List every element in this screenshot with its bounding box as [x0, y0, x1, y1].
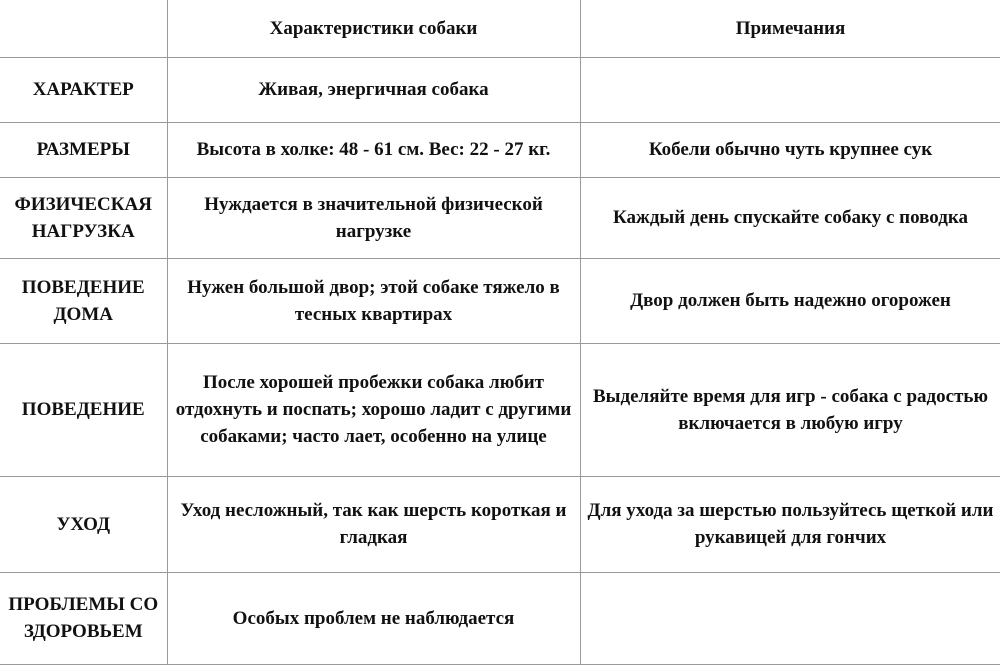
- row-characteristic: Живая, энергичная собака: [167, 57, 580, 122]
- row-label: ХАРАКТЕР: [0, 57, 167, 122]
- row-note: Выделяйте время для игр - собака с радостью включается в любую игру: [580, 343, 1000, 476]
- header-row: [0, 0, 1000, 57]
- table-row: [0, 476, 1000, 572]
- table-row: [0, 572, 1000, 664]
- row-note: Каждый день спускайте собаку с поводка: [580, 177, 1000, 258]
- row-characteristic: Высота в холке: 48 - 61 см. Вес: 22 - 27 кг.: [167, 122, 580, 177]
- row-label: УХОД: [0, 476, 167, 572]
- row-characteristic: После хорошей пробежки собака любит отдохнуть и поспать; хорошо ладит с другими собаками; часто лает, особенно на улице: [167, 343, 580, 476]
- table-row: [0, 177, 1000, 258]
- row-note: Для ухода за шерстью пользуйтесь щеткой или рукавицей для гончих: [580, 476, 1000, 572]
- header-cell-empty: [0, 0, 167, 57]
- table-row: [0, 122, 1000, 177]
- row-note: Кобели обычно чуть крупнее сук: [580, 122, 1000, 177]
- row-characteristic: Особых проблем не наблюдается: [167, 572, 580, 664]
- row-label: ПРОБЛЕМЫ СО ЗДОРОВЬЕМ: [0, 572, 167, 664]
- row-note: Двор должен быть надежно огорожен: [580, 258, 1000, 343]
- header-notes: Примечания: [580, 0, 1000, 57]
- row-note: [580, 57, 1000, 122]
- row-label: РАЗМЕРЫ: [0, 122, 167, 177]
- table-row: [0, 57, 1000, 122]
- table-row: [0, 343, 1000, 476]
- header-characteristics: Характеристики собаки: [167, 0, 580, 57]
- row-characteristic: Нужен большой двор; этой собаке тяжело в тесных квартирах: [167, 258, 580, 343]
- row-characteristic: Уход несложный, так как шерсть короткая и гладкая: [167, 476, 580, 572]
- table-row: [0, 258, 1000, 343]
- row-characteristic: Нуждается в значительной физической нагрузке: [167, 177, 580, 258]
- row-label: ПОВЕДЕНИЕ: [0, 343, 167, 476]
- row-label: ПОВЕДЕНИЕ ДОМА: [0, 258, 167, 343]
- row-label: ФИЗИЧЕСКАЯ НАГРУЗКА: [0, 177, 167, 258]
- row-note: [580, 572, 1000, 664]
